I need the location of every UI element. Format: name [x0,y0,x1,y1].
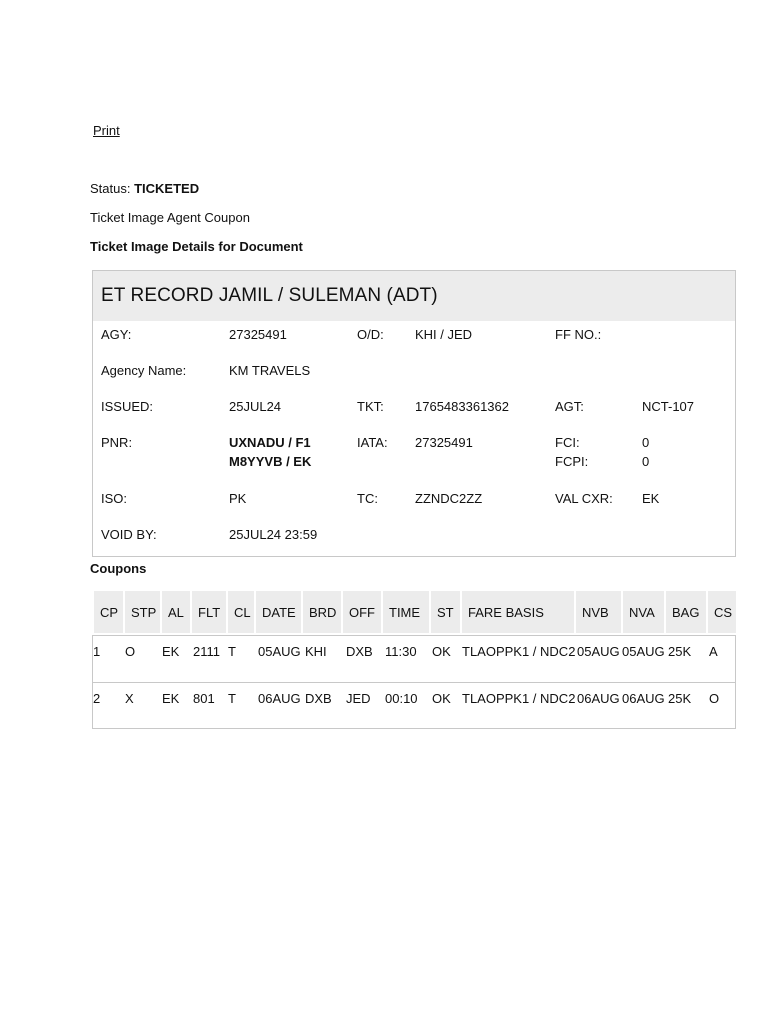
cell-cs: O [709,691,720,706]
agent-coupon-text: Ticket Image Agent Coupon [90,210,250,225]
iata-value: 27325491 [415,435,473,450]
cell-st: OK [432,691,451,706]
cell-cl: T [228,691,236,706]
pnr-value-1: UXNADU / F1 [229,435,311,450]
cell-brd: KHI [305,644,327,659]
print-link[interactable]: Print [93,123,120,138]
pnr-label: PNR: [101,435,133,450]
cell-brd: DXB [305,691,332,706]
cell-cp: 2 [93,691,101,706]
cell-bag: 25K [668,691,692,706]
coupons-title: Coupons [90,561,147,576]
col-header-bag: BAG [666,591,706,633]
iso-value: PK [229,491,247,506]
cell-flt: 801 [193,691,215,706]
cell-date: 06AUG [258,691,301,706]
tc-value: ZZNDC2ZZ [415,491,483,506]
pnr-value-2: M8YYVB / EK [229,454,312,469]
cell-fare-basis: TLAOPPK1 / NDC2 [462,644,576,659]
cell-nva: 05AUG [622,644,665,659]
status-line [90,181,199,196]
agt-label: AGT: [555,399,584,414]
tkt-label: TKT: [357,399,384,414]
cell-date: 05AUG [258,644,301,659]
od-value: KHI / JED [415,327,473,342]
cell-nvb: 05AUG [577,644,620,659]
col-header-off: OFF [343,591,381,633]
cell-cp: 1 [93,644,101,659]
valcxr-label: VAL CXR: [555,491,613,506]
issued-label: ISSUED: [101,399,154,414]
col-header-cl: CL [228,591,254,633]
col-header-cp: CP [94,591,123,633]
col-header-cs: CS [708,591,736,633]
iso-label: ISO: [101,491,128,506]
cell-st: OK [432,644,451,659]
cell-off: JED [346,691,371,706]
ffno-label: FF NO.: [555,327,602,342]
col-header-al: AL [162,591,190,633]
table-row [93,682,735,729]
fcpi-label: FCPI: [555,454,589,469]
cell-cl: T [228,644,236,659]
col-header-brd: BRD [303,591,341,633]
fci-value: 0 [642,435,650,450]
cell-time: 11:30 [385,644,417,659]
cell-fare-basis: TLAOPPK1 / NDC2 [462,691,576,706]
cell-al: EK [162,691,180,706]
cell-cs: A [709,644,718,659]
cell-al: EK [162,644,180,659]
cell-stp: O [125,644,136,659]
col-header-flt: FLT [192,591,226,633]
agy-value: 27325491 [229,327,287,342]
table-row [93,636,735,682]
agency-name-label: Agency Name: [101,363,187,378]
coupons-table-body [92,635,736,729]
status-label: Status: [90,181,131,196]
col-header-time: TIME [383,591,429,633]
od-label: O/D: [357,327,384,342]
cell-stp: X [125,691,134,706]
coupons-table-header [92,591,736,633]
agency-name-value: KM TRAVELS [229,363,311,378]
agy-label: AGY: [101,327,132,342]
col-header-nvb: NVB [576,591,621,633]
voidby-label: VOID BY: [101,527,157,542]
cell-time: 00:10 [385,691,418,706]
valcxr-value: EK [642,491,660,506]
iata-label: IATA: [357,435,388,450]
cell-off: DXB [346,644,373,659]
cell-nvb: 06AUG [577,691,620,706]
voidby-value: 25JUL24 23:59 [229,527,318,542]
status-value: TICKETED [134,181,200,196]
fcpi-value: 0 [642,454,650,469]
col-header-stp: STP [125,591,160,633]
cell-nva: 06AUG [622,691,665,706]
details-title: Ticket Image Details for Document [90,239,303,254]
cell-bag: 25K [668,644,692,659]
col-header-date: DATE [256,591,301,633]
record-title: ET RECORD JAMIL / SULEMAN (ADT) [93,271,735,321]
col-header-fare-basis: FARE BASIS [462,591,574,633]
issued-value: 25JUL24 [229,399,282,414]
et-record-panel [92,270,736,557]
tc-label: TC: [357,491,378,506]
cell-flt: 2111 [193,644,220,659]
agt-value: NCT-107 [642,399,695,414]
col-header-nva: NVA [623,591,664,633]
fci-label: FCI: [555,435,580,450]
tkt-value: 1765483361362 [415,399,509,414]
col-header-st: ST [431,591,460,633]
